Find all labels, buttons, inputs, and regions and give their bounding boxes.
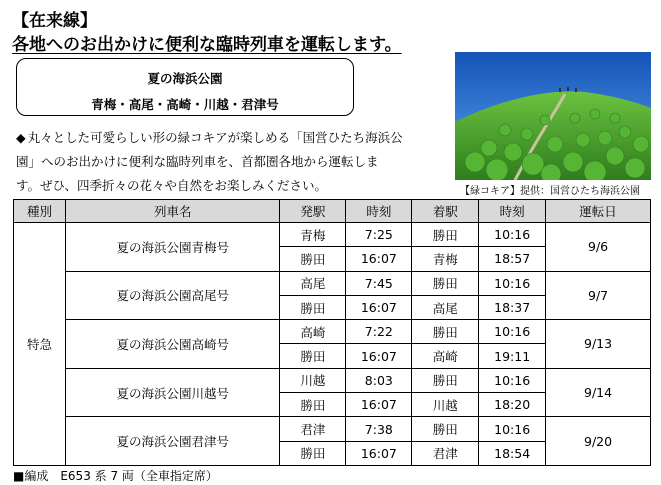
arr-station-cell: 勝田 bbox=[412, 368, 479, 392]
dep-station-cell: 勝田 bbox=[280, 295, 346, 319]
table-row bbox=[14, 368, 651, 392]
arr-station-cell: 勝田 bbox=[412, 320, 479, 344]
kochia-hill-image bbox=[455, 52, 651, 180]
train-name-cell: 夏の海浜公園高尾号 bbox=[65, 271, 280, 320]
arr-station-cell: 勝田 bbox=[412, 271, 479, 295]
dep-station-cell: 君津 bbox=[280, 417, 346, 441]
arr-time-cell: 10:16 bbox=[479, 271, 546, 295]
dep-time-cell: 7:45 bbox=[346, 271, 412, 295]
header-type: 種別 bbox=[14, 200, 66, 223]
table-header-row bbox=[14, 200, 651, 223]
arr-time-cell: 18:37 bbox=[479, 295, 546, 319]
route-box-stations: 青梅・高尾・高崎・川越・君津号 bbox=[91, 97, 279, 112]
intro-line-2: 園」へのお出かけに便利な臨時列車を、首都圏各地から運転しま bbox=[16, 154, 379, 169]
header-train-name: 列車名 bbox=[65, 200, 280, 223]
train-type-cell: 特急 bbox=[14, 223, 66, 466]
arr-station-cell: 高尾 bbox=[412, 295, 479, 319]
arr-station-cell: 青梅 bbox=[412, 247, 479, 271]
arr-time-cell: 10:16 bbox=[479, 320, 546, 344]
dep-station-cell: 勝田 bbox=[280, 441, 346, 465]
table-row bbox=[14, 223, 651, 247]
intro-line-1: ◆ 丸々とした可愛らしい形の緑コキアが楽しめる「国営ひたち海浜公 bbox=[16, 130, 403, 145]
dep-time-cell: 7:22 bbox=[346, 320, 412, 344]
arr-time-cell: 18:57 bbox=[479, 247, 546, 271]
dep-time-cell: 8:03 bbox=[346, 368, 412, 392]
intro-line-3: す。ぜひ、四季折々の花々や自然をお楽しみください。 bbox=[16, 178, 328, 193]
dep-time-cell: 7:38 bbox=[346, 417, 412, 441]
table-row bbox=[14, 271, 651, 295]
dep-time-cell: 7:25 bbox=[346, 223, 412, 247]
header-date: 運転日 bbox=[546, 200, 651, 223]
arr-time-cell: 19:11 bbox=[479, 344, 546, 368]
dep-station-cell: 青梅 bbox=[280, 223, 346, 247]
intro-paragraph bbox=[16, 126, 436, 198]
header-arr-station: 着駅 bbox=[412, 200, 479, 223]
page-headline: 各地へのお出かけに便利な臨時列車を運転します。 bbox=[12, 35, 402, 55]
table-row bbox=[14, 417, 651, 441]
dep-time-cell: 16:07 bbox=[346, 441, 412, 465]
arr-station-cell: 高崎 bbox=[412, 344, 479, 368]
dep-time-cell: 16:07 bbox=[346, 344, 412, 368]
diamond-bullet-icon: ◆ bbox=[16, 130, 26, 145]
route-name-box bbox=[16, 58, 354, 116]
run-date-cell: 9/6 bbox=[546, 223, 651, 272]
dep-station-cell: 勝田 bbox=[280, 247, 346, 271]
section-tag: 【在来線】 bbox=[12, 11, 97, 31]
arr-time-cell: 18:20 bbox=[479, 393, 546, 417]
arr-time-cell: 10:16 bbox=[479, 417, 546, 441]
run-date-cell: 9/20 bbox=[546, 417, 651, 466]
dep-station-cell: 高尾 bbox=[280, 271, 346, 295]
formation-footnote: ■編成 E653 系 7 両（全車指定席） bbox=[13, 469, 218, 483]
header-dep-time: 時刻 bbox=[346, 200, 412, 223]
train-name-cell: 夏の海浜公園青梅号 bbox=[65, 223, 280, 272]
arr-time-cell: 10:16 bbox=[479, 368, 546, 392]
table-row bbox=[14, 320, 651, 344]
dep-time-cell: 16:07 bbox=[346, 247, 412, 271]
dep-station-cell: 勝田 bbox=[280, 344, 346, 368]
arr-station-cell: 君津 bbox=[412, 441, 479, 465]
run-date-cell: 9/14 bbox=[546, 368, 651, 417]
arr-station-cell: 川越 bbox=[412, 393, 479, 417]
dep-station-cell: 川越 bbox=[280, 368, 346, 392]
header-dep-station: 発駅 bbox=[280, 200, 346, 223]
run-date-cell: 9/7 bbox=[546, 271, 651, 320]
timetable bbox=[13, 199, 651, 466]
train-name-cell: 夏の海浜公園高崎号 bbox=[65, 320, 280, 369]
dep-time-cell: 16:07 bbox=[346, 393, 412, 417]
arr-station-cell: 勝田 bbox=[412, 223, 479, 247]
run-date-cell: 9/13 bbox=[546, 320, 651, 369]
dep-station-cell: 高崎 bbox=[280, 320, 346, 344]
arr-time-cell: 18:54 bbox=[479, 441, 546, 465]
kochia-photo bbox=[455, 52, 651, 180]
arr-station-cell: 勝田 bbox=[412, 417, 479, 441]
header-arr-time: 時刻 bbox=[479, 200, 546, 223]
dep-station-cell: 勝田 bbox=[280, 393, 346, 417]
dep-time-cell: 16:07 bbox=[346, 295, 412, 319]
photo-caption: 【緑コキア】提供：国営ひたち海浜公園 bbox=[460, 186, 640, 197]
route-box-title: 夏の海浜公園 bbox=[147, 71, 223, 86]
train-name-cell: 夏の海浜公園川越号 bbox=[65, 368, 280, 417]
train-name-cell: 夏の海浜公園君津号 bbox=[65, 417, 280, 466]
arr-time-cell: 10:16 bbox=[479, 223, 546, 247]
